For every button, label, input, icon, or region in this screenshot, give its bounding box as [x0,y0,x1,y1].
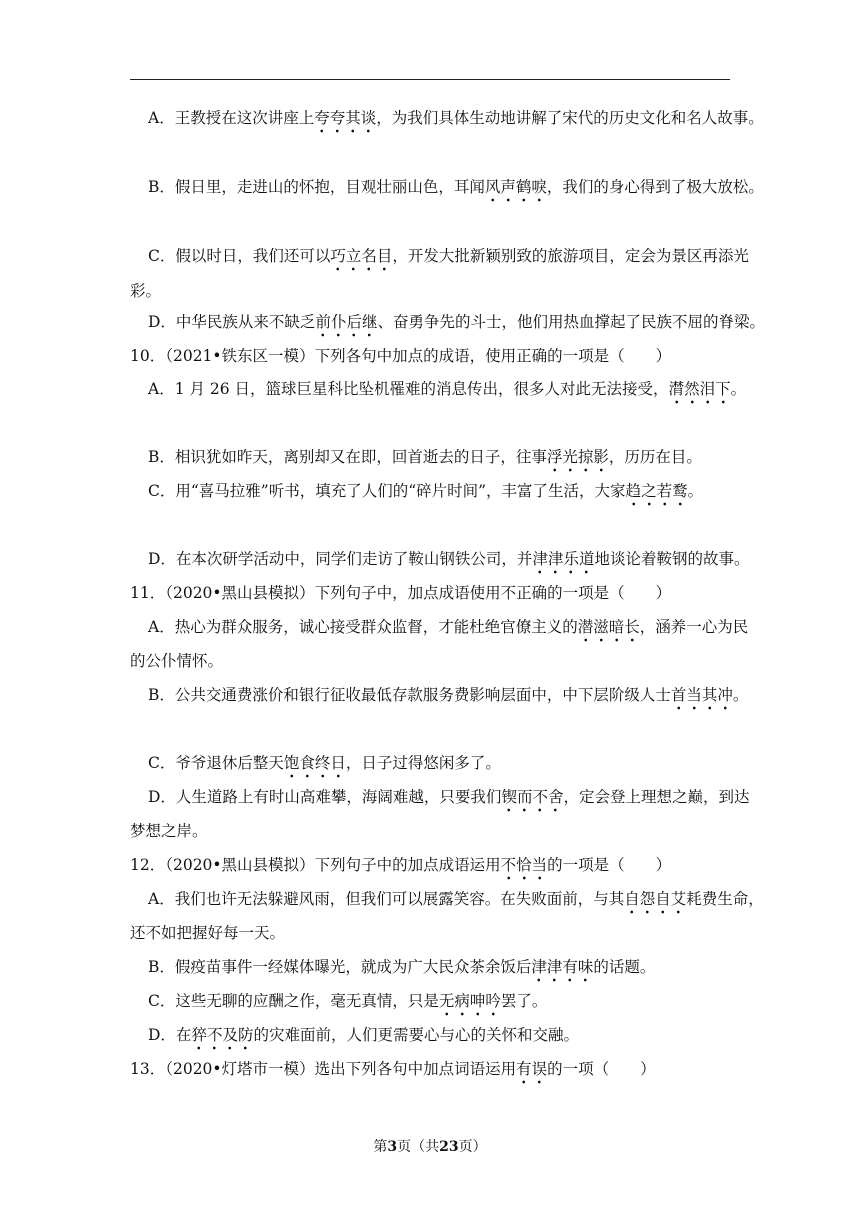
page-footer: 第3页（共23页） [373,1139,487,1155]
q10-option-b: B．相识犹如昨天，离别却又在即，回首逝去的日子，往事浮光掠影，历历在目。 [148,447,730,467]
q10-option-c: C．用“喜马拉雅”听书，填充了人们的“碎片时间”，丰富了生活，大家趋之若鹜。 [148,481,730,501]
q11-option-d-wrap: 梦想之岸。 [130,822,208,840]
header-rule [130,79,730,80]
q9-option-a: A．王教授在这次讲座上夸夸其谈，为我们具体生动地讲解了宋代的历史文化和名人故事。 [148,108,730,128]
q10-option-d: D．在本次研学活动中，同学们走访了鞍山钢铁公司，并津津乐道地谈论着鞍钢的故事。 [148,549,730,569]
q11-option-c: C．爷爷退休后整天饱食终日，日子过得悠闲多了。 [148,753,730,773]
page-total: 23 [439,1139,459,1155]
q10-option-a: A．1 月 26 日，篮球巨星科比坠机罹难的消息传出，很多人对此无法接受，潸然泪下。 [148,379,730,399]
q13-stem: 13．（2020•灯塔市一模）选出下列各句中加点词语运用有误的一项（ ） [130,1059,730,1079]
page-number: 3 [387,1139,398,1155]
q11-option-a-wrap: 的公仆情怀。 [130,652,224,670]
q12-stem: 12．（2020•黑山县模拟）下列句子中的加点成语运用不恰当的一项是（ ） [130,855,730,875]
q11-option-d: D．人生道路上有时山高难攀，海阔难越，只要我们锲而不舍，定会登上理想之巅，到达 [148,787,730,807]
q9-option-c: C．假以时日，我们还可以巧立名目，开发大批新颖别致的旅游项目，定会为景区再添光 [148,246,730,266]
q10-stem: 10．（2021•铁东区一模）下列各句中加点的成语，使用正确的一项是（ ） [130,347,672,365]
q11-stem: 11．（2020•黑山县模拟）下列句子中，加点成语使用不正确的一项是（ ） [130,584,672,602]
q12-option-a: A．我们也许无法躲避风雨，但我们可以展露笑容。在失败面前，与其自怨自艾耗费生命， [148,889,730,909]
q12-option-c: C．这些无聊的应酬之作，毫无真情，只是无病呻吟罢了。 [148,991,730,1011]
q12-option-b: B．假疫苗事件一经媒体曝光，就成为广大民众茶余饭后津津有味的话题。 [148,957,730,977]
q11-option-b: B．公共交通费涨价和银行征收最低存款服务费影响层面中，中下层阶级人士首当其冲。 [148,685,730,705]
q9-option-d: D．中华民族从来不缺乏前仆后继、奋勇争先的斗士，他们用热血撑起了民族不屈的脊梁。 [148,312,730,332]
q12-option-d: D．在猝不及防的灾难面前，人们更需要心与心的关怀和交融。 [148,1025,730,1045]
q12-option-a-wrap: 还不如把握好每一天。 [130,924,286,942]
q9-option-b: B．假日里，走进山的怀抱，目观壮丽山色，耳闻风声鹤唳，我们的身心得到了极大放松。 [148,177,730,197]
q11-option-a: A．热心为群众服务，诚心接受群众监督，才能杜绝官僚主义的潜滋暗长，涵养一心为民 [148,617,730,637]
q9-option-c-wrap: 彩。 [130,282,162,300]
